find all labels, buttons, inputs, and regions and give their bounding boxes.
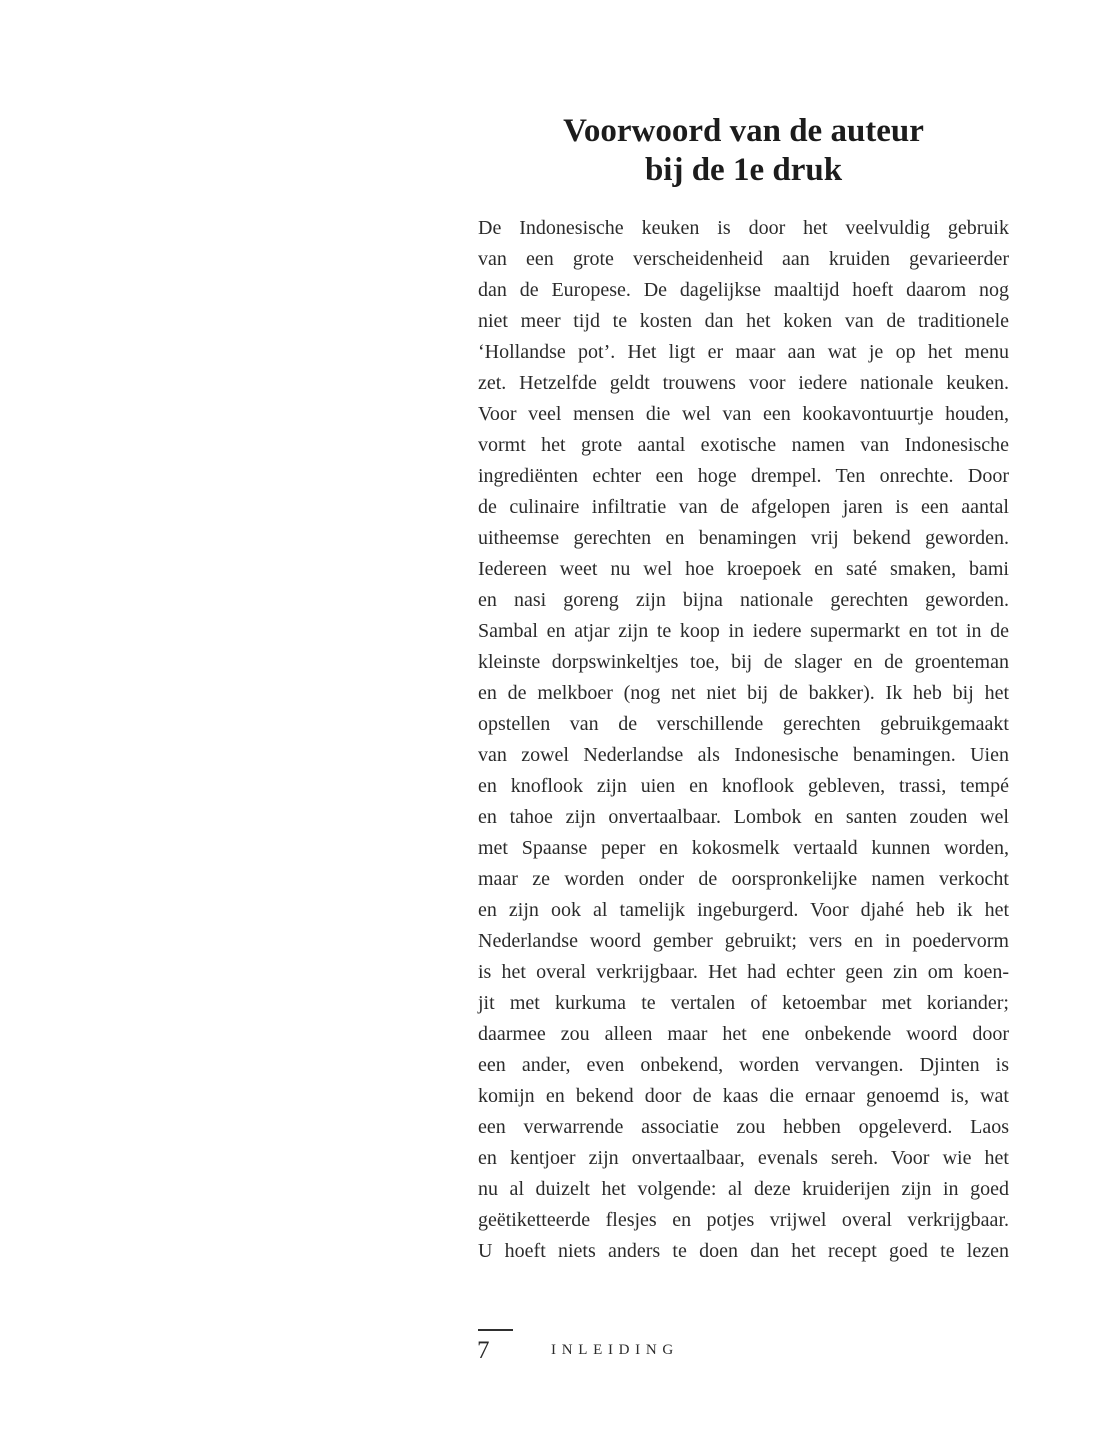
- body-line: en knoflook zijn uien en knoflook gebleven, trassi, tempé: [478, 775, 1009, 797]
- body-text: [478, 213, 1009, 1267]
- body-line: Voor veel mensen die wel van een kookavontuurtje houden,: [478, 403, 1009, 425]
- footer-rule: [478, 1329, 513, 1331]
- body-line: opstellen van de verschillende gerechten gebruikgemaakt: [478, 713, 1009, 735]
- body-line: geëtiketteerde flesjes en potjes vrijwel overal verkrijgbaar.: [478, 1209, 1009, 1231]
- body-line: met Spaanse peper en kokosmelk vertaald kunnen worden,: [478, 837, 1009, 859]
- chapter-title: [478, 112, 1009, 190]
- body-line: U hoeft niets anders te doen dan het recept goed te lezen: [478, 1240, 1009, 1262]
- body-line: een verwarrende associatie zou hebben opgeleverd. Laos: [478, 1116, 1009, 1138]
- body-line: Nederlandse woord gember gebruikt; vers en in poedervorm: [478, 930, 1009, 952]
- section-label: INLEIDING: [551, 1342, 679, 1358]
- body-line: van zowel Nederlandse als Indonesische benamingen. Uien: [478, 744, 1009, 766]
- body-line: en kentjoer zijn onvertaalbaar, evenals sereh. Voor wie het: [478, 1147, 1009, 1169]
- body-line: van een grote verscheidenheid aan kruiden gevarieerder: [478, 248, 1009, 270]
- body-line: zet. Hetzelfde geldt trouwens voor iedere nationale keuken.: [478, 372, 1009, 394]
- body-line: ingrediënten echter een hoge drempel. Ten onrechte. Door: [478, 465, 1009, 487]
- body-line: en zijn ook al tamelijk ingeburgerd. Voor djahé heb ik het: [478, 899, 1009, 921]
- body-line: en tahoe zijn onvertaalbaar. Lombok en santen zouden wel: [478, 806, 1009, 828]
- body-line: en nasi goreng zijn bijna nationale gerechten geworden.: [478, 589, 1009, 611]
- chapter-title-line-2: bij de 1e druk: [644, 152, 843, 188]
- body-line: ‘Hollandse pot’. Het ligt er maar aan wat je op het menu: [478, 341, 1009, 363]
- body-line: niet meer tijd te kosten dan het koken van de traditionele: [478, 310, 1009, 332]
- body-line: dan de Europese. De dagelijkse maaltijd hoeft daarom nog: [478, 279, 1009, 301]
- body-line: maar ze worden onder de oorspronkelijke namen verkocht: [478, 868, 1009, 890]
- page-number: 7: [477, 1337, 490, 1364]
- chapter-title-line-1: Voorwoord van de auteur: [563, 113, 924, 149]
- body-line: daarmee zou alleen maar het ene onbekende woord door: [478, 1023, 1009, 1045]
- body-line: is het overal verkrijgbaar. Het had echter geen zin om koen-: [478, 961, 1009, 983]
- body-line: komijn en bekend door de kaas die ernaar genoemd is, wat: [478, 1085, 1009, 1107]
- body-line: nu al duizelt het volgende: al deze kruiderijen zijn in goed: [478, 1178, 1009, 1200]
- body-line: een ander, even onbekend, worden vervangen. Djinten is: [478, 1054, 1009, 1076]
- body-line: uitheemse gerechten en benamingen vrij bekend geworden.: [478, 527, 1009, 549]
- body-line: jit met kurkuma te vertalen of ketoembar met koriander;: [478, 992, 1009, 1014]
- body-line: Iedereen weet nu wel hoe kroepoek en saté smaken, bami: [478, 558, 1009, 580]
- body-line: De Indonesische keuken is door het veelvuldig gebruik: [478, 217, 1009, 239]
- body-line: Sambal en atjar zijn te koop in iedere supermarkt en tot in de: [478, 620, 1009, 642]
- body-line: de culinaire infiltratie van de afgelopen jaren is een aantal: [478, 496, 1009, 518]
- body-line: en de melkboer (nog net niet bij de bakker). Ik heb bij het: [478, 682, 1009, 704]
- body-line: kleinste dorpswinkeltjes toe, bij de slager en de groenteman: [478, 651, 1009, 673]
- body-line: vormt het grote aantal exotische namen van Indonesische: [478, 434, 1009, 456]
